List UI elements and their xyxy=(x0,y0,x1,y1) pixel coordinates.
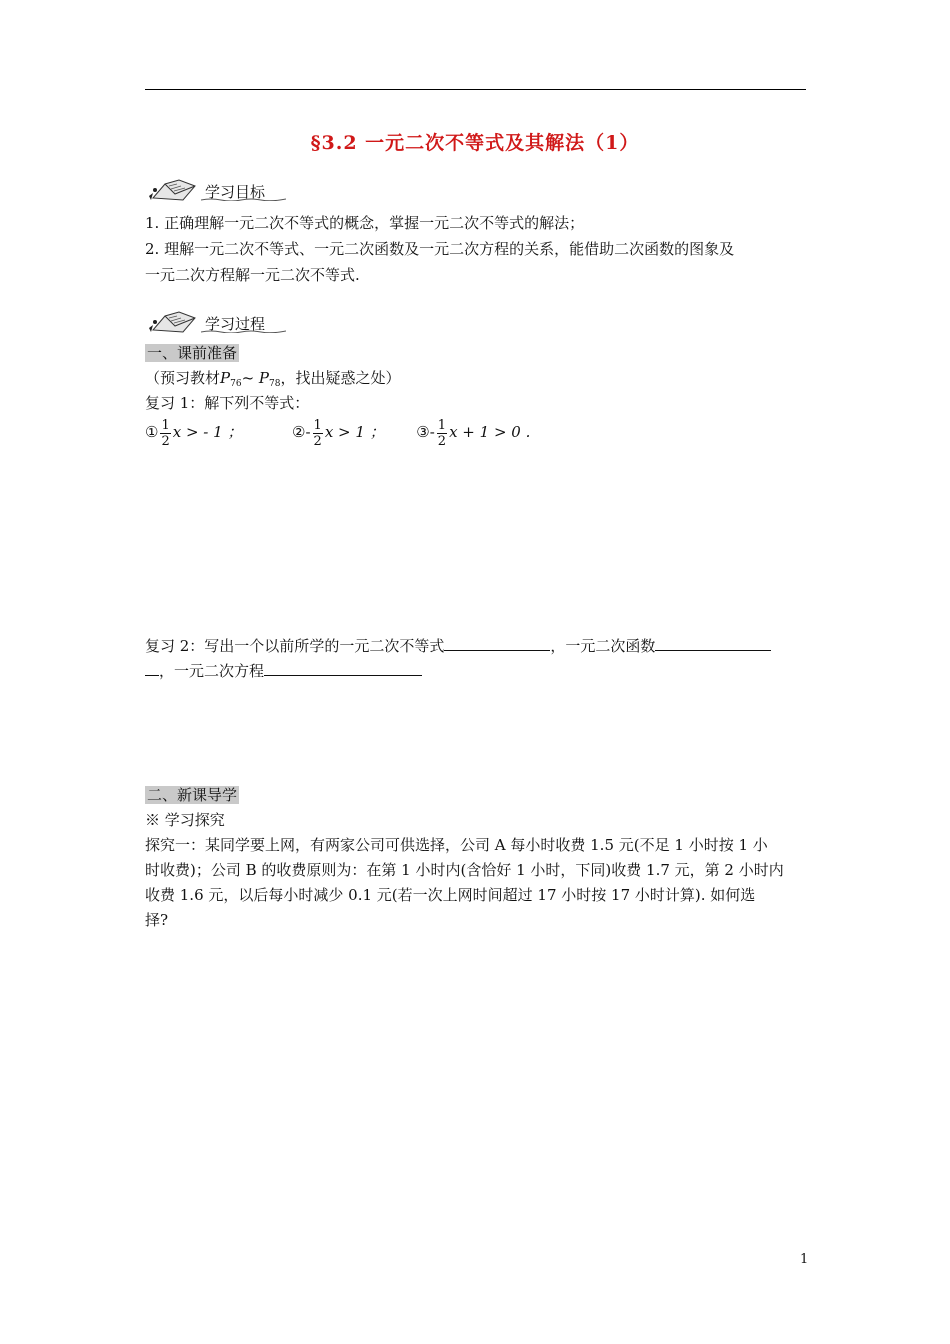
ineq2-mark: ②- xyxy=(292,423,311,441)
page-end: P xyxy=(258,369,270,387)
fraction-half xyxy=(160,418,170,449)
frac-num: 1 xyxy=(437,417,447,433)
header-rule xyxy=(145,89,806,90)
review2-text-a: 复习 2：写出一个以前所学的一元二次不等式 xyxy=(145,637,445,655)
part1-heading-row xyxy=(145,341,806,365)
ineq1-mark: ① xyxy=(145,423,159,441)
page-title: §3.2 一元二次不等式及其解法（1） xyxy=(310,132,640,154)
frac-num: 1 xyxy=(161,417,170,433)
review1-line: 复习 1：解下列不等式： xyxy=(145,394,310,412)
answer-blank-function-cont[interactable] xyxy=(145,661,159,676)
part1-heading: 一、课前准备 xyxy=(147,344,238,362)
fraction-half xyxy=(437,418,447,449)
range-tilde: ~ xyxy=(241,369,255,387)
preview-prefix: （预习教材 xyxy=(145,369,221,387)
ineq3-tail: x + 1 > 0 . xyxy=(449,423,531,441)
section-process-label: 学习过程 xyxy=(205,315,266,333)
explore-line-4: 择? xyxy=(145,911,169,929)
review2-line-2 xyxy=(145,659,806,683)
answer-blank-inequality[interactable] xyxy=(444,636,550,651)
section-goals-header xyxy=(145,176,295,202)
ineq2-tail: x > 1 ； xyxy=(324,423,385,441)
ineq2 xyxy=(292,417,389,449)
part2-heading: 二、新课导学 xyxy=(147,786,238,804)
ineq3-mark: ③- xyxy=(416,423,435,441)
frac-den: 2 xyxy=(313,433,322,449)
frac-den: 2 xyxy=(437,433,447,449)
ineq3 xyxy=(416,417,531,449)
page-number: 1 xyxy=(800,1252,809,1267)
preview-suffix: ，找出疑惑之处） xyxy=(280,369,401,387)
fraction-half xyxy=(313,418,323,449)
page-start: P xyxy=(220,369,231,387)
goal-item-1: 1. 正确理解一元二次不等式的概念，掌握一元二次不等式的解法； xyxy=(145,214,585,232)
inequalities-line xyxy=(145,414,806,450)
section-goals-label: 学习目标 xyxy=(205,183,266,201)
goal-item-2: 2. 理解一元二次不等式、一元二次函数及一元二次方程的关系，能借助二次函数的图象及 xyxy=(145,240,735,258)
answer-blank-equation[interactable] xyxy=(264,661,422,676)
ineq1 xyxy=(145,417,247,449)
book-icon xyxy=(145,308,201,334)
page-start-sub: 76 xyxy=(230,379,242,389)
ineq1-tail: x > - 1 ； xyxy=(172,423,243,441)
book-icon xyxy=(145,176,201,202)
frac-den: 2 xyxy=(161,433,170,449)
goal-item-3: 一元二次方程解一元二次不等式. xyxy=(145,266,360,284)
explore-line-3: 收费 1.6 元，以后每小时减少 0.1 元(若一次上网时间超过 17 小时按 17 小时计算). 如何选 xyxy=(145,886,756,904)
answer-blank-function[interactable] xyxy=(655,636,771,651)
review2-text-b: ，一元二次函数 xyxy=(550,637,656,655)
part2-subheading: ※ 学习探究 xyxy=(145,811,225,829)
frac-num: 1 xyxy=(313,417,322,433)
explore-line-1: 探究一：某同学要上网，有两家公司可供选择，公司 A 每小时收费 1.5 元(不足 1 小时按 1 小 xyxy=(145,836,768,854)
review2-text-c: ，一元二次方程 xyxy=(159,662,265,680)
section-process-header xyxy=(145,308,295,334)
page-end-sub: 78 xyxy=(269,379,281,389)
review2-line-1 xyxy=(145,634,806,658)
part2-heading-row xyxy=(145,783,806,807)
explore-line-2: 时收费)；公司 B 的收费原则为：在第 1 小时内(含恰好 1 小时，下同)收费 1.7 元，第 2 小时内 xyxy=(145,861,784,879)
